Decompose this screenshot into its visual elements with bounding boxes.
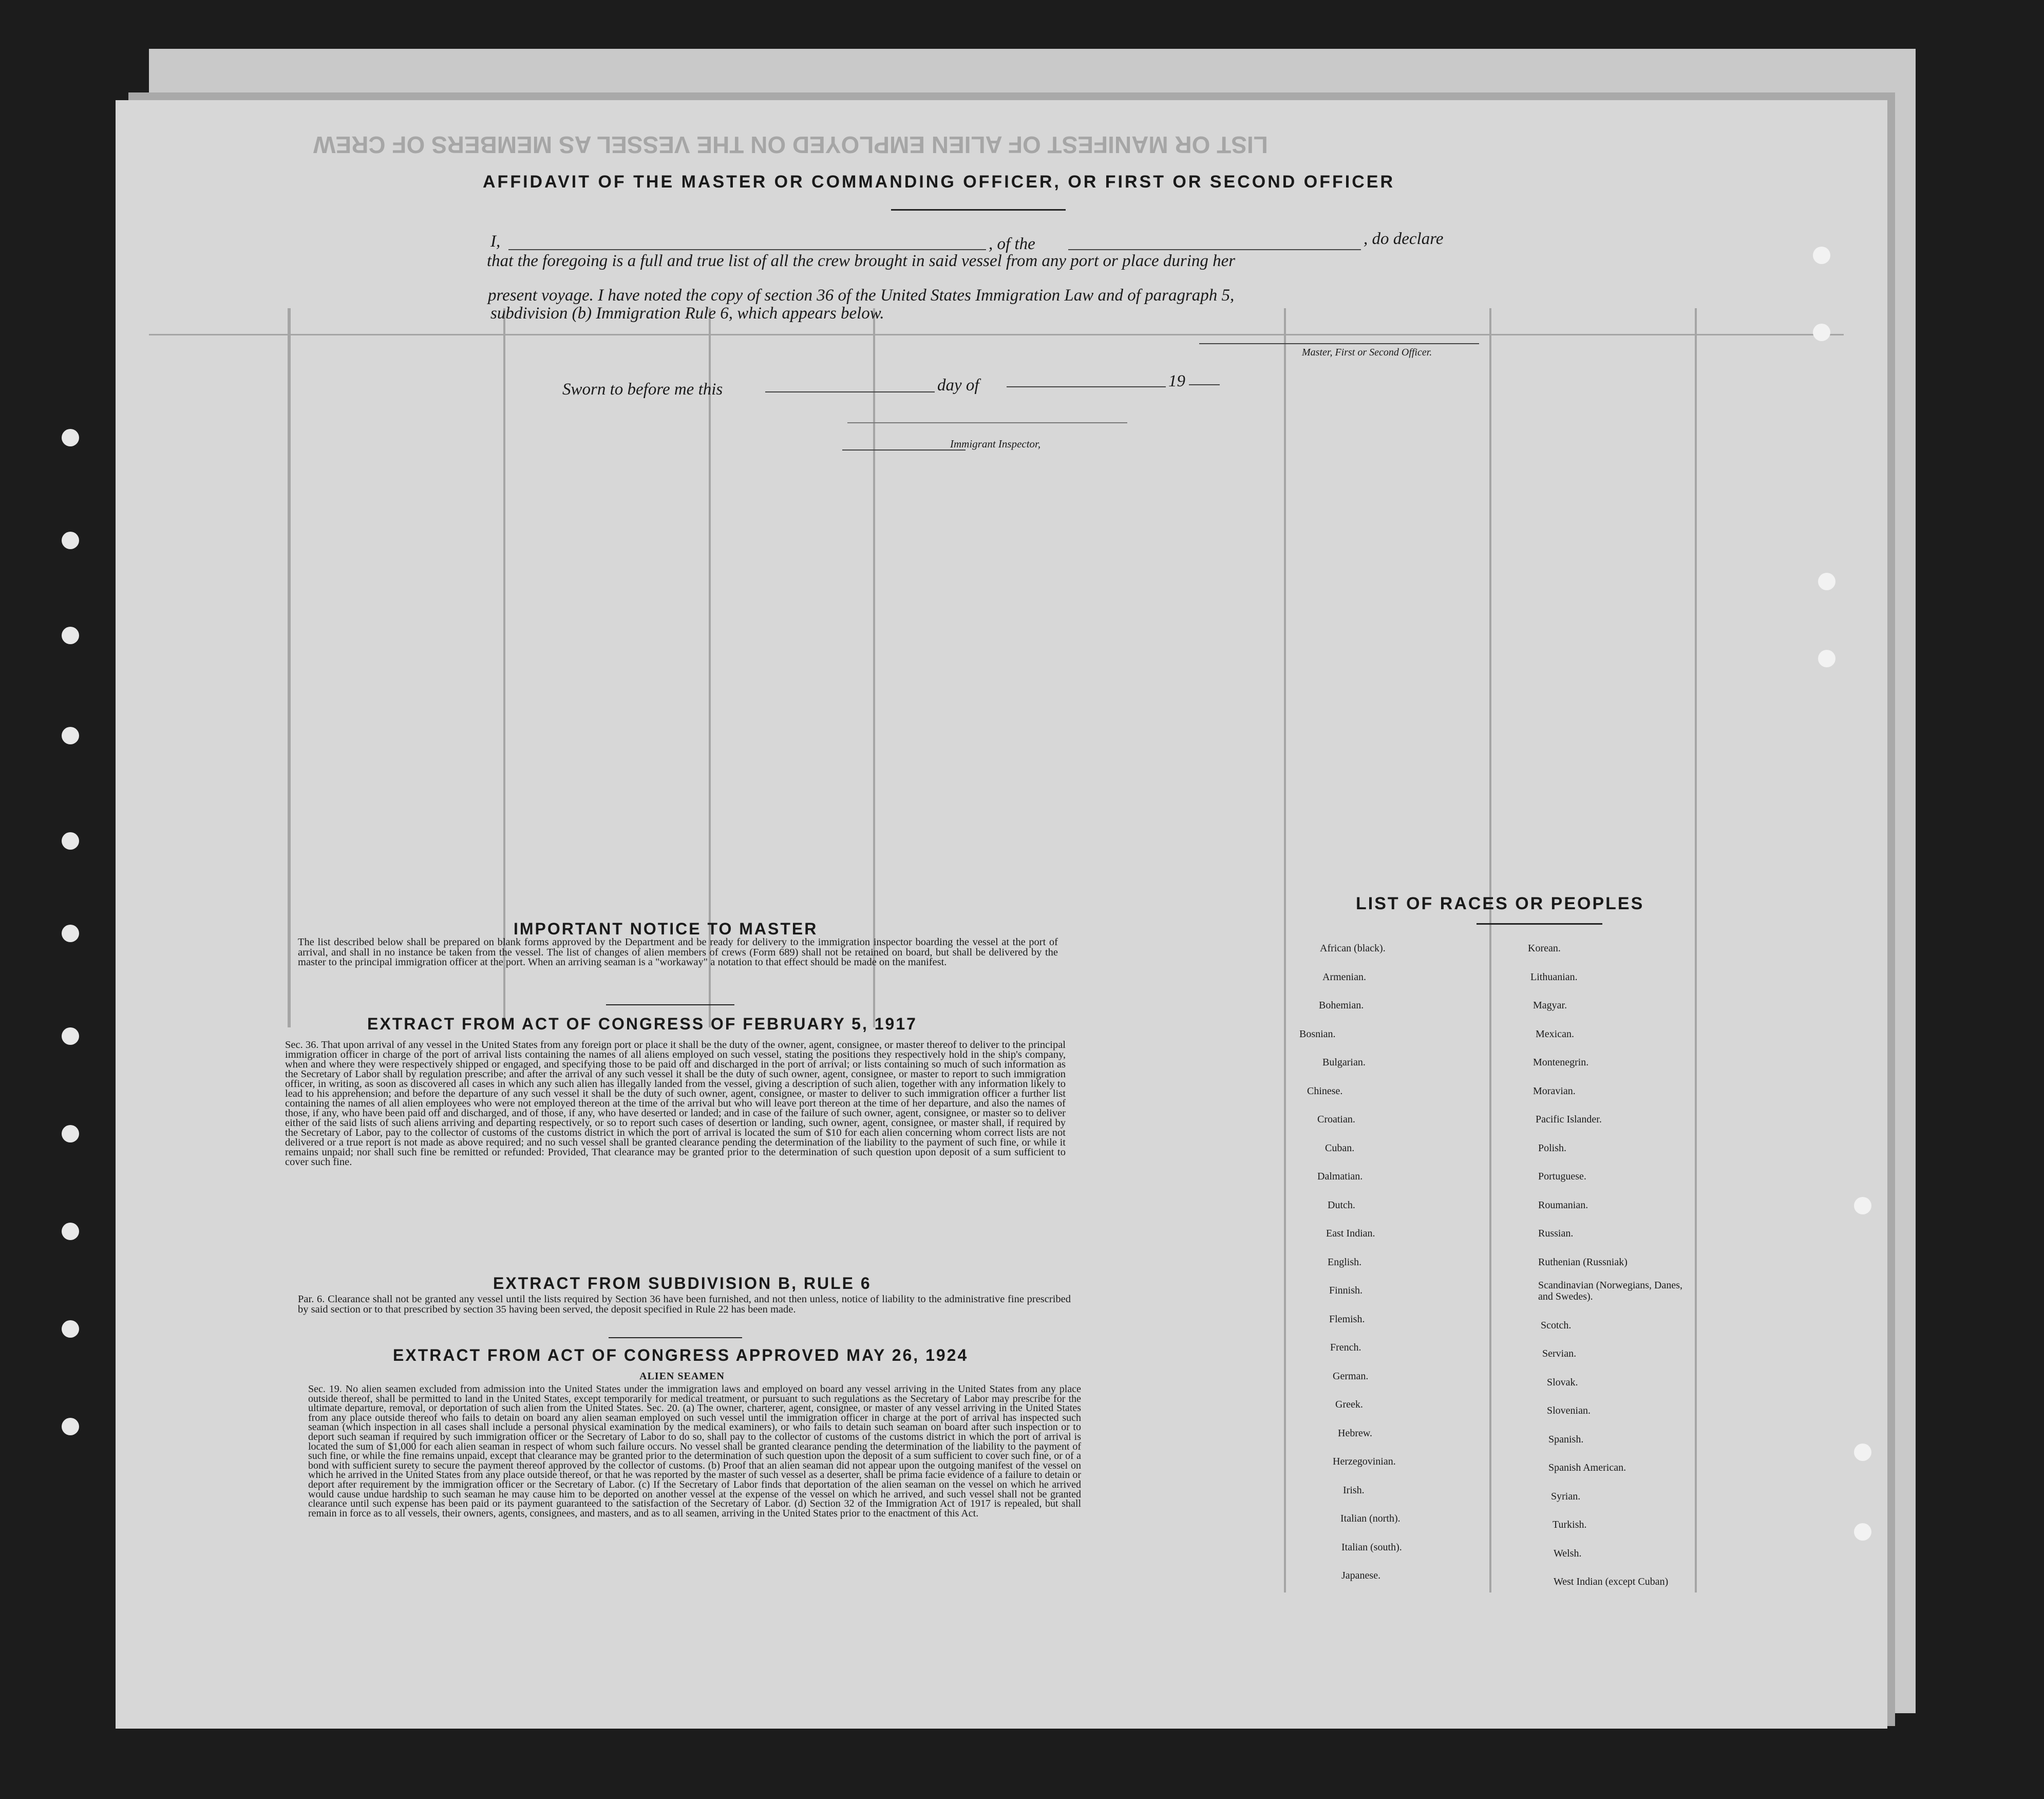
race-item: Scotch. xyxy=(1541,1319,1572,1331)
punch-hole xyxy=(62,727,79,744)
race-item: German. xyxy=(1333,1370,1369,1382)
day-of-text: day of xyxy=(937,376,979,395)
punch-hole xyxy=(62,1223,79,1240)
race-item: Pacific Islander. xyxy=(1536,1114,1602,1125)
race-item: Dutch. xyxy=(1328,1199,1355,1211)
notice-title: IMPORTANT NOTICE TO MASTER xyxy=(514,920,818,938)
inspector-label: Immigrant Inspector, xyxy=(950,438,1041,450)
race-item: Irish. xyxy=(1343,1484,1365,1496)
punch-hole xyxy=(1854,1197,1871,1214)
affidavit-title: AFFIDAVIT OF THE MASTER OR COMMANDING OFFICER, OR FIRST OR SECOND OFFICER xyxy=(483,172,1395,192)
race-item: Spanish. xyxy=(1548,1433,1584,1445)
bleed-through-heading: LIST OR MANIFEST OF ALIEN EMPLOYED ON THE VESSEL AS MEMBERS OF CREW xyxy=(313,132,1268,158)
punch-hole xyxy=(62,925,79,942)
punch-hole xyxy=(62,627,79,644)
race-item: Montenegrin. xyxy=(1533,1057,1589,1068)
bleed-column-line xyxy=(1695,308,1697,1592)
sworn-day-field[interactable] xyxy=(765,391,935,392)
extract-1924-subtitle: ALIEN SEAMEN xyxy=(639,1371,725,1382)
race-item: Cuban. xyxy=(1325,1142,1355,1154)
affidavit-of-the: , of the xyxy=(989,235,1035,253)
rule6-divider xyxy=(609,1337,742,1338)
punch-hole xyxy=(62,1320,79,1338)
race-item: Bosnian. xyxy=(1299,1028,1336,1040)
punch-hole xyxy=(62,532,79,549)
race-item: Roumanian. xyxy=(1538,1199,1588,1211)
races-title: LIST OF RACES OR PEOPLES xyxy=(1356,894,1644,913)
race-item: Chinese. xyxy=(1307,1085,1343,1097)
bleed-column-line xyxy=(1284,308,1286,1592)
race-item: Finnish. xyxy=(1329,1285,1363,1296)
punch-hole xyxy=(1854,1523,1871,1541)
master-signature-field[interactable] xyxy=(1199,343,1479,344)
extract-1917-title: EXTRACT FROM ACT OF CONGRESS OF FEBRUARY 5, 1917 xyxy=(367,1015,917,1033)
race-item: Servian. xyxy=(1542,1348,1577,1359)
year-prefix: 19 xyxy=(1168,372,1185,390)
punch-hole xyxy=(1813,247,1830,264)
extract-1924-text: Sec. 19. No alien seamen excluded from admission into the United States under the immigration laws and employed on board any vessel arriving in the United States from any place outside thereof, shall be permitted to land in the United States, except temporarily for medical treatment, or pursuant to such regulations as the Secretary of Labor may prescribe for the ultimate departure, removal, or deportation of such alien from the United States. Sec. 20. (a) The owner, charterer, agent, consignee, or master of any vessel arriving in the United States from any place outside thereof who fails to detain on board any alien seaman employed on such vessel until the immigration officer in charge at the port of arrival has inspected such seaman (which inspection in all cases shall include a personal physical examination by the medical examiners), or who fails to detain such seaman on board after such inspection or to deport such seaman if required by such immigration officer or the Secretary of Labor to do so, shall pay to the collector of customs of the customs district in which the port of arrival is located the sum of $1,000 for each alien seaman in respect of whom such failure occurs. No vessel shall be granted clearance pending the determination of the liability to the payment of such fine, or while the fine remains unpaid, except that clearance may be granted prior to the determination of such question upon the deposit of a sum sufficient to cover such fine, or of a bond with sufficient surety to secure the payment thereof approved by the collector of customs. (b) Proof that an alien seaman did not appear upon the outgoing manifest of the vessel on which he arrived in the United States from any place outside thereof, or that he was reported by the master of such vessel as a deserter, shall be prima facie evidence of a failure to detain or deport after requirement by the immigration officer or the Secretary of Labor. (c) If the Secretary of Labor finds that deportation of the alien seaman on the vessel on which he arrived would cause undue hardship to such seaman he may cause him to be deported on another vessel at the expense of the vessel on which he arrived, and such vessel shall not be granted clearance until such expense has been paid or its payment guaranteed to the satisfaction of the Secretary of Labor. (d) Section 32 of the Immigration Act of 1917 is repealed, but shall remain in force as to all vessels, their owners, agents, consignees, and masters, and as to all seamen, arriving in the United States prior to the enactment of this Act. xyxy=(308,1383,1081,1519)
race-item: Turkish. xyxy=(1553,1519,1587,1530)
race-item: Armenian. xyxy=(1322,971,1366,983)
name-field[interactable] xyxy=(508,249,986,250)
race-item: Mexican. xyxy=(1536,1028,1574,1040)
race-item: African (black). xyxy=(1320,943,1386,954)
bleed-row-line xyxy=(149,334,1844,335)
bleed-column-line xyxy=(873,308,875,1027)
punch-hole xyxy=(1854,1444,1871,1461)
race-item: Spanish American. xyxy=(1548,1462,1626,1473)
race-item: Magyar. xyxy=(1533,1000,1567,1011)
race-item: Russian. xyxy=(1538,1228,1574,1239)
inspector-line-upper xyxy=(847,422,1127,423)
race-item: Syrian. xyxy=(1551,1490,1581,1502)
bleed-column-line xyxy=(503,308,505,1027)
race-item: Italian (south). xyxy=(1341,1541,1402,1553)
race-item: Scandinavian (Norwegians, Danes, and Swedes). xyxy=(1538,1280,1683,1302)
race-item: Slovak. xyxy=(1547,1376,1578,1388)
extract-1924-title: EXTRACT FROM ACT OF CONGRESS APPROVED MAY 26, 1924 xyxy=(393,1346,969,1364)
punch-hole xyxy=(1818,650,1835,667)
punch-hole xyxy=(62,832,79,850)
race-item: English. xyxy=(1328,1256,1362,1268)
extract-rule6-text: Par. 6. Clearance shall not be granted any vessel until the lists required by Section 36 have been furnished, and not then unless, notice of liability to the administrative fine prescribed by said section or to that prescribed by section 35 having been served, the deposit specified in Rule 22 has been made. xyxy=(298,1294,1071,1315)
inspector-signature-field[interactable] xyxy=(842,449,966,451)
punch-hole xyxy=(1813,324,1830,341)
race-item: Croatian. xyxy=(1317,1114,1355,1125)
punch-hole xyxy=(62,1027,79,1045)
punch-hole xyxy=(62,1418,79,1435)
race-item: Bulgarian. xyxy=(1322,1057,1366,1068)
race-item: Ruthenian (Russniak) xyxy=(1538,1256,1627,1268)
race-item: Korean. xyxy=(1528,943,1561,954)
race-item: East Indian. xyxy=(1326,1228,1375,1239)
race-item: Flemish. xyxy=(1329,1313,1365,1325)
affidavit-line-4: subdivision (b) Immigration Rule 6, which appears below. xyxy=(490,304,884,323)
race-item: Japanese. xyxy=(1341,1570,1381,1581)
race-item: Herzegovinian. xyxy=(1333,1456,1396,1467)
race-item: Slovenian. xyxy=(1547,1405,1591,1416)
race-item: Lithuanian. xyxy=(1530,971,1578,983)
race-item: Portuguese. xyxy=(1538,1171,1586,1182)
race-item: Italian (north). xyxy=(1340,1513,1400,1524)
affidavit-line-i: I, xyxy=(490,232,501,251)
race-item: Dalmatian. xyxy=(1317,1171,1363,1182)
race-item: Polish. xyxy=(1538,1142,1567,1154)
vessel-field[interactable] xyxy=(1068,249,1361,250)
race-item: French. xyxy=(1330,1342,1361,1353)
bleed-column-line xyxy=(288,308,291,1027)
notice-divider xyxy=(606,1004,734,1005)
races-title-underline xyxy=(1477,923,1602,925)
extract-rule6-title: EXTRACT FROM SUBDIVISION B, RULE 6 xyxy=(493,1274,872,1292)
bleed-column-line xyxy=(1489,308,1491,1592)
race-item: West Indian (except Cuban) xyxy=(1554,1576,1669,1587)
sworn-month-field[interactable] xyxy=(1007,386,1166,387)
race-item: Bohemian. xyxy=(1319,1000,1364,1011)
sworn-year-field[interactable] xyxy=(1189,384,1220,385)
title-underline xyxy=(891,209,1066,211)
affidavit-declare: , do declare xyxy=(1364,230,1444,248)
race-item: Hebrew. xyxy=(1338,1427,1373,1439)
affidavit-line-2: that the foregoing is a full and true list of all the crew brought in said vessel from any port or place during her xyxy=(487,252,1236,270)
punch-hole xyxy=(62,429,79,446)
race-item: Moravian. xyxy=(1533,1085,1576,1097)
race-item: Greek. xyxy=(1335,1399,1363,1410)
extract-1917-text: Sec. 36. That upon arrival of any vessel in the United States from any foreign port or place it shall be the duty of the owner, agent, consignee, or master thereof to deliver to the principal immigration officer in charge of the port of arrival lists containing the names of all aliens employed on such vessel, stating the positions they respectively hold in the ship's company, when and where they were respectively shipped or engaged, and specifying those to be paid off and discharged in the port of arrival; or lists containing so much of such information as the Secretary of Labor shall by regulation prescribe; and after the arrival of any such vessel it shall be the duty of such owner, agent, consignee, or master to report to such immigration officer, in writing, as soon as discovered all cases in which any such alien has illegally landed from the vessel, giving a description of such alien, together with any information likely to lead to his apprehension; and before the departure of any such vessel it shall be the duty of such owner, agent, consignee, or master to deliver to such immigration officer a further list containing the names of all alien employees who were not employed thereon at the time of the arrival but who will leave port thereon at the time of her departure, and also the names of those, if any, who have been paid off and discharged, and of those, if any, who have deserted or landed; and in case of the failure of such owner, agent, consignee, or master so to deliver either of the said lists of such aliens arriving and departing respectively, or so to report such cases of desertion or landing, such owner, agent, consignee, or master shall, if required by the Secretary of Labor, pay to the collector of customs of the customs district in which the port of arrival is located the sum of $10 for each alien concerning whom correct lists are not delivered or a true report is not made as above required; and no such vessel shall be granted clearance pending the determination of the liability to the payment of such fine, or while it remains unpaid; nor shall such fine be remitted or refunded: Provided, That clearance may be granted prior to the determination of such question upon deposit of a sum sufficient to cover such fine. xyxy=(285,1039,1066,1168)
punch-hole xyxy=(1818,573,1835,590)
master-signature-label: Master, First or Second Officer. xyxy=(1302,347,1432,358)
punch-hole xyxy=(62,1125,79,1142)
race-item: Welsh. xyxy=(1554,1547,1582,1559)
notice-text: The list described below shall be prepared on blank forms approved by the Department and be ready for delivery to the immigration inspector boarding the vessel at the port of arrival, and shall in no instance be taken from the vessel. The list of changes of alien members of crews (Form 689) shall not be retained on board, but shall be delivered by the master to the principal immigration officer at the port. When an arriving seaman is a "workaway" a notation to that effect should be made on the manifest. xyxy=(298,936,1058,968)
sworn-text: Sworn to before me this xyxy=(562,380,723,399)
affidavit-line-3: present voyage. I have noted the copy of section 36 of the United States Immigration Law and of paragraph 5, xyxy=(488,286,1235,305)
